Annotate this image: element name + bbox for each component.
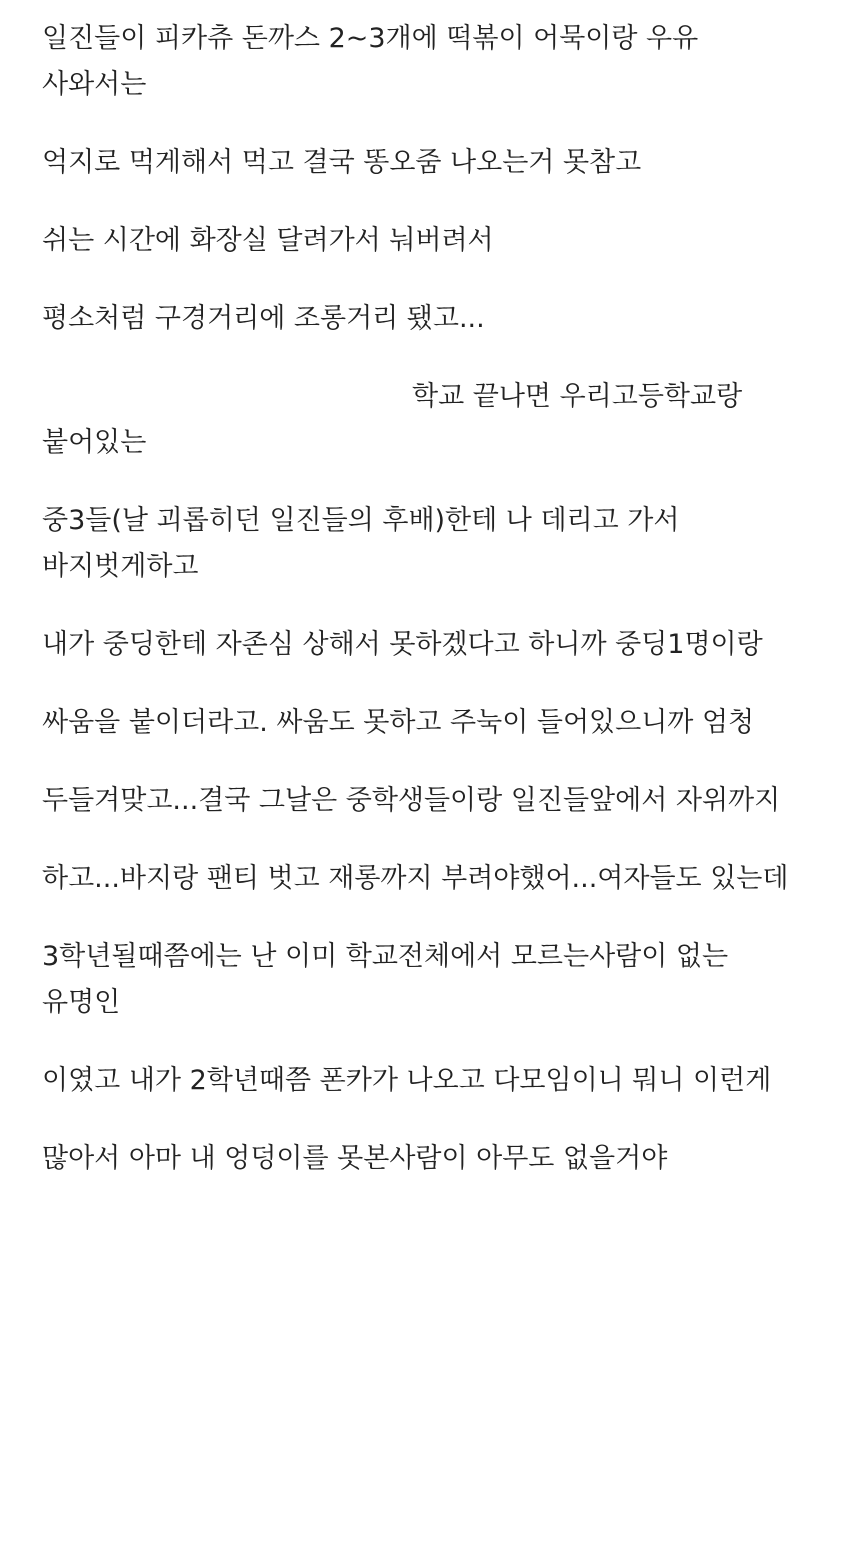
paragraph-5-text: 학교 끝나면 우리고등학교랑 붙어있는	[42, 381, 743, 458]
paragraph-2: 억지로 먹게해서 먹고 결국 똥오줌 나오는거 못참고	[42, 147, 642, 178]
paragraph-1: 일진들이 피카츄 돈까스 2~3개에 떡볶이 어묵이랑 우유 사와서는	[42, 23, 699, 100]
paragraph-12: 이였고 내가 2학년때쯤 폰카가 나오고 다모임이니 뭐니 이런게	[42, 1065, 772, 1096]
paragraph-9: 두들겨맞고...결국 그날은 중학생들이랑 일진들앞에서 자위까지	[42, 785, 781, 816]
paragraph-8: 싸움을 붙이더라고. 싸움도 못하고 주눅이 들어있으니까 엄청	[42, 707, 755, 738]
paragraph-6: 중3들(날 괴롭히던 일진들의 후배)한테 나 데리고 가서 바지벗게하고	[42, 505, 680, 582]
post-body	[42, 16, 810, 1182]
paragraph-11: 3학년될때쯤에는 난 이미 학교전체에서 모르는사람이 없는 유명인	[42, 941, 729, 1018]
paragraph-7: 내가 중딩한테 자존심 상해서 못하겠다고 하니까 중딩1명이랑	[42, 629, 763, 660]
paragraph-5	[42, 374, 810, 466]
paragraph-10: 하고...바지랑 팬티 벗고 재롱까지 부려야했어...여자들도 있는데	[42, 863, 789, 894]
paragraph-4: 평소처럼 구경거리에 조롱거리 됐고...	[42, 303, 485, 334]
paragraph-3: 쉬는 시간에 화장실 달려가서 눠버려서	[42, 225, 494, 256]
paragraph-13: 많아서 아마 내 엉덩이를 못본사람이 아무도 없을거야	[42, 1143, 668, 1174]
